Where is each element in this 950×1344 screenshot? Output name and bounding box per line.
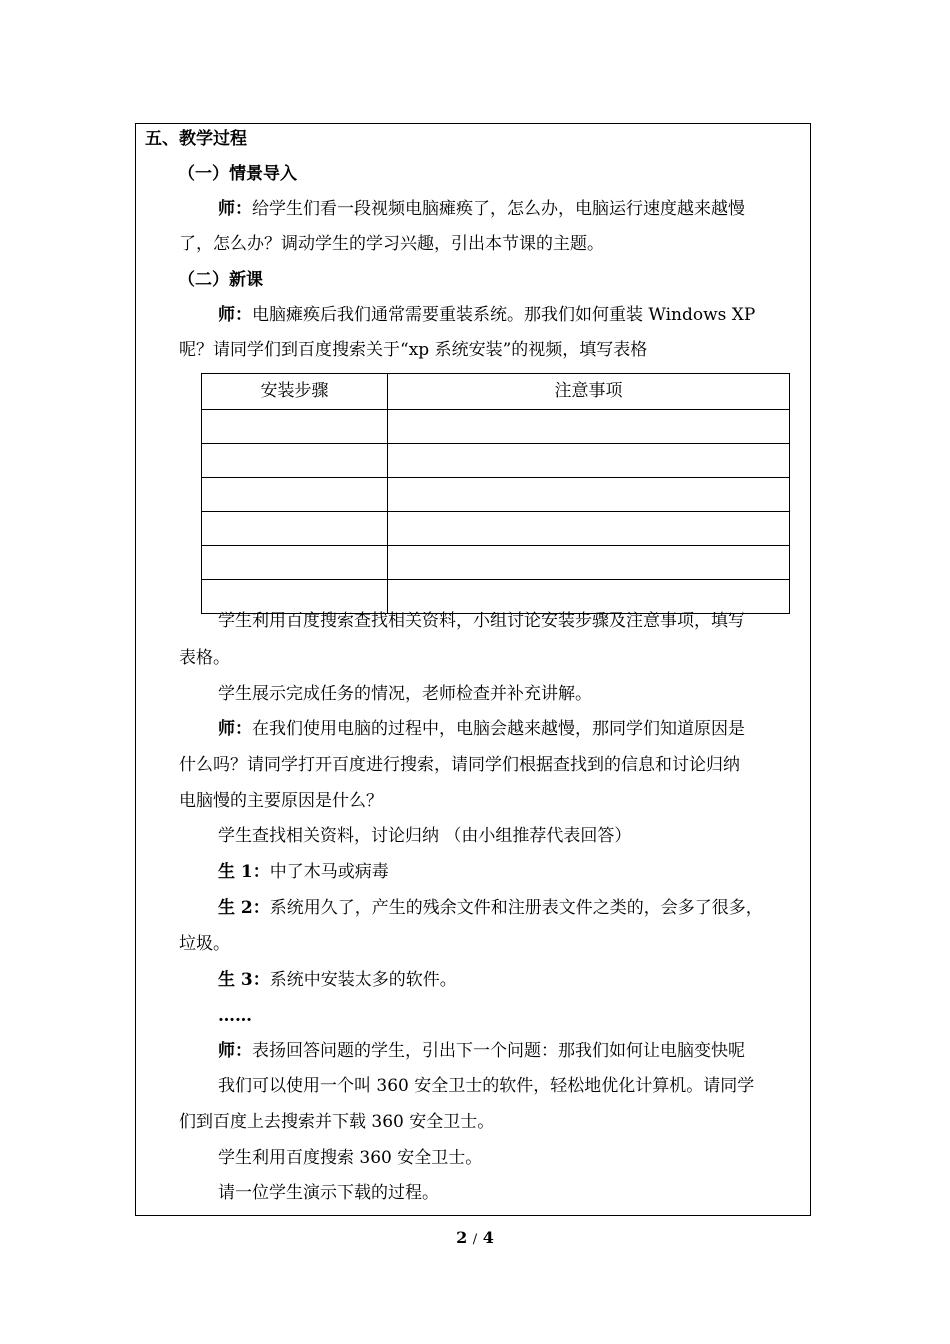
speaker-teacher: 师： — [218, 305, 252, 325]
table-cell[interactable] — [388, 410, 790, 444]
table-cell[interactable] — [388, 546, 790, 580]
para-students-line2: 表格。 — [179, 648, 230, 668]
para-new-line1 — [218, 305, 755, 325]
table-cell[interactable] — [388, 478, 790, 512]
speaker-teacher: 师： — [218, 199, 252, 219]
speaker-teacher: 师： — [218, 719, 252, 739]
table-row — [202, 478, 790, 512]
para-intro-line2: 了，怎么办？调动学生的学习兴趣，引出本节课的主题。 — [179, 234, 604, 254]
table-cell[interactable] — [202, 478, 388, 512]
speaker-student-3: 生 3： — [218, 970, 270, 990]
para-question-line1 — [218, 719, 745, 739]
para-new-line2: 呢？请同学们到百度搜索关于“xp 系统安装”的视频，填写表格 — [179, 340, 648, 360]
table-cell[interactable] — [202, 512, 388, 546]
subsection-intro: （一）情景导入 — [178, 164, 297, 184]
para-question-line3: 电脑慢的主要原因是什么？ — [179, 791, 383, 811]
answer-1 — [218, 862, 389, 882]
page-number — [0, 1228, 950, 1247]
para-next-line1 — [218, 1041, 745, 1061]
para-discuss: 学生查找相关资料，讨论归纳 （由小组推荐代表回答） — [218, 826, 632, 846]
ellipsis: …… — [218, 1006, 252, 1026]
table-cell[interactable] — [202, 410, 388, 444]
para-demo: 请一位学生演示下载的过程。 — [218, 1183, 439, 1203]
table-cell[interactable] — [388, 580, 790, 614]
header-notes: 注意事项 — [388, 374, 790, 410]
answer-2-line1 — [218, 898, 763, 918]
para-search-360: 学生利用百度搜索 360 安全卫士。 — [218, 1148, 483, 1168]
text: 表扬回答问题的学生，引出下一个问题：那我们如何让电脑变快呢 — [252, 1041, 745, 1061]
header-install-steps: 安装步骤 — [202, 374, 388, 410]
text: 系统用久了，产生的残余文件和注册表文件之类的，会多了很多， — [269, 898, 763, 918]
table-cell[interactable] — [202, 444, 388, 478]
para-question-line2: 什么吗？请同学打开百度进行搜索，请同学们根据查找到的信息和讨论归纳 — [179, 755, 740, 775]
para-intro-line1 — [218, 199, 745, 219]
total-pages: 4 — [482, 1228, 494, 1247]
table-row — [202, 444, 790, 478]
current-page: 2 — [456, 1228, 468, 1247]
table-header-row — [202, 374, 790, 410]
subsection-new-lesson: （二）新课 — [178, 270, 263, 290]
table-cell[interactable] — [388, 512, 790, 546]
answer-3 — [218, 970, 457, 990]
para-students-line1: 学生利用百度搜索查找相关资料，小组讨论安装步骤及注意事项，填写 — [218, 611, 745, 631]
table-cell[interactable] — [202, 546, 388, 580]
answer-2-line2: 垃圾。 — [179, 934, 230, 954]
table-row — [202, 410, 790, 444]
para-next-line3: 们到百度上去搜索并下载 360 安全卫士。 — [179, 1112, 495, 1132]
table-cell[interactable] — [388, 444, 790, 478]
content-frame — [135, 123, 811, 1216]
para-show: 学生展示完成任务的情况，老师检查并补充讲解。 — [218, 684, 592, 704]
table-row — [202, 512, 790, 546]
text: 中了木马或病毒 — [269, 862, 389, 882]
speaker-teacher: 师： — [218, 1041, 252, 1061]
table-row — [202, 546, 790, 580]
text: 在我们使用电脑的过程中，电脑会越来越慢，那同学们知道原因是 — [252, 719, 745, 739]
install-steps-table — [201, 373, 790, 614]
text: 系统中安装太多的软件。 — [269, 970, 457, 990]
text: 电脑瘫痪后我们通常需要重装系统。那我们如何重装 Windows XP — [252, 305, 756, 325]
table-row — [202, 580, 790, 614]
para-next-line2: 我们可以使用一个叫 360 安全卫士的软件，轻松地优化计算机。请同学 — [218, 1076, 755, 1096]
text: 给学生们看一段视频电脑瘫痪了，怎么办，电脑运行速度越来越慢 — [252, 199, 745, 219]
speaker-student-2: 生 2： — [218, 898, 270, 918]
table-cell[interactable] — [202, 580, 388, 614]
section-title: 五、教学过程 — [145, 129, 247, 149]
page-separator: / — [472, 1232, 478, 1247]
speaker-student-1: 生 1： — [218, 862, 270, 882]
